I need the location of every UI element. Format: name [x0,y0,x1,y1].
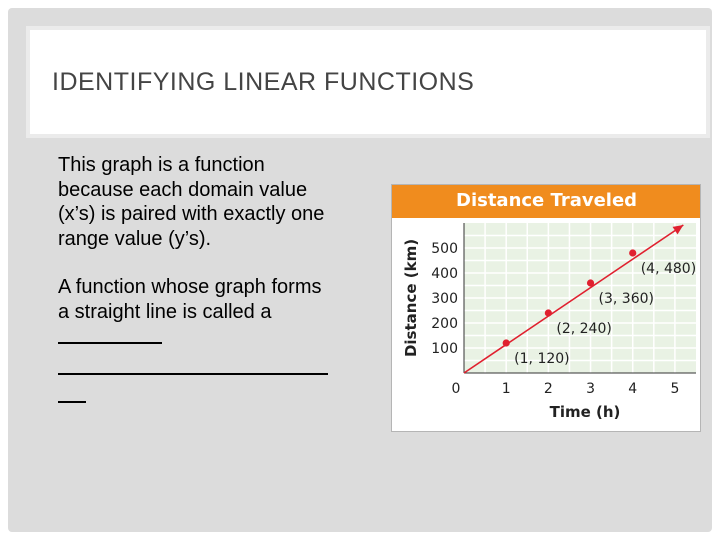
paragraph-question-text: A function whose graph forms a straight line is called a [58,276,322,323]
y-tick-label: 500 [431,241,458,257]
slide-title: IDENTIFYING LINEAR FUNCTIONS [52,68,475,96]
data-label: (4, 480) [640,261,697,277]
data-point [545,309,552,316]
data-point [587,279,594,286]
data-point [629,249,636,256]
paragraph-definition: This graph is a function because each domain value (x’s) is paired with exactly one range value (y’s). [58,154,325,250]
answer-blank-tiny [58,375,86,403]
data-label: (3, 360) [598,291,654,307]
y-tick-label: 100 [431,341,458,357]
answer-blank-long [58,351,328,375]
x-tick-label: 3 [586,381,596,397]
x-tick-label: 0 [451,381,461,397]
y-tick-label: 400 [431,266,458,282]
slide [8,8,712,532]
graph-title: Distance Traveled [456,190,638,211]
data-point [503,339,510,346]
y-tick-label: 300 [431,291,458,307]
distance-graph [391,184,701,432]
x-axis-label: Time (h) [549,403,621,421]
x-tick-label: 5 [670,381,680,397]
x-tick-label: 1 [501,381,511,397]
paragraph-question [58,275,333,351]
graph-header [392,185,700,218]
y-axis-label: Distance (km) [402,238,420,358]
body-text [58,153,333,403]
data-label: (1, 120) [514,351,570,367]
answer-blank-short [58,324,162,344]
x-tick-label: 2 [543,381,553,397]
title-bar [30,30,706,134]
y-tick-label: 200 [431,316,458,332]
x-tick-label: 4 [628,381,638,397]
chart-svg [392,218,700,431]
data-label: (2, 240) [556,321,612,337]
